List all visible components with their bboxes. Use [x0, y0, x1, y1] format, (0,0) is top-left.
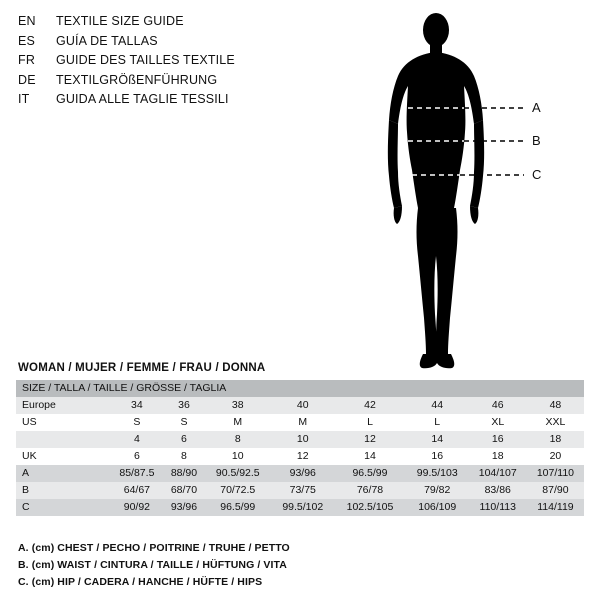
table-header-row	[16, 380, 584, 397]
cell: 44	[431, 399, 444, 411]
cell: 14	[364, 450, 376, 462]
cell: 40	[296, 399, 309, 411]
figure-marker-a: A	[532, 100, 541, 115]
cell: 10	[231, 450, 244, 462]
cell: 6	[133, 450, 140, 462]
figure-marker-b: B	[532, 133, 541, 148]
cell: S	[180, 416, 188, 428]
cell: 12	[296, 450, 309, 462]
cell: 90.5/92.5	[215, 467, 260, 479]
cell: 73/75	[289, 484, 316, 496]
silhouette-body	[388, 13, 484, 368]
cell: 48	[549, 399, 562, 411]
cell: 96.5/99	[352, 467, 388, 479]
cell: 110/113	[479, 501, 516, 513]
language-row-en	[18, 14, 338, 34]
cell: 106/109	[418, 501, 457, 513]
cell: 36	[178, 399, 190, 411]
cell: 10	[296, 433, 309, 445]
language-row-es	[18, 34, 338, 54]
cell: 16	[491, 433, 504, 445]
cell: M	[233, 416, 243, 428]
cell: 70/72.5	[220, 484, 256, 496]
legend-row-b: B. (cm) WAIST / CINTURA / TAILLE / HÜFTUNG / VITA	[18, 559, 287, 571]
cell: 42	[364, 399, 376, 411]
table-row	[16, 499, 584, 516]
cell: 104/107	[478, 467, 517, 479]
cell: 18	[491, 450, 504, 462]
language-code-fr: FR	[18, 53, 36, 67]
cell: 96.5/99	[220, 501, 256, 513]
size-table	[16, 380, 584, 516]
language-code-it: IT	[18, 92, 30, 106]
cell: 93/96	[170, 501, 198, 513]
cell: 38	[231, 399, 244, 411]
cell: 90/92	[123, 501, 151, 513]
cell: 8	[234, 433, 241, 445]
cell: 107/110	[536, 467, 575, 479]
cell: 93/96	[289, 467, 316, 479]
cell: S	[133, 416, 141, 428]
cell: L	[434, 416, 441, 428]
cell: 87/90	[542, 484, 569, 496]
language-title-block	[18, 14, 338, 112]
legend-row-c: C. (cm) HIP / CADERA / HANCHE / HÜFTE / HIPS	[18, 576, 263, 588]
language-code-de: DE	[18, 72, 36, 87]
language-row-fr	[18, 53, 338, 73]
table-header-label: SIZE / TALLA / TAILLE / GRÖSSE / TAGLIA	[22, 382, 227, 394]
cell: 68/70	[170, 484, 198, 496]
measurement-legend	[18, 540, 518, 591]
cell: 18	[549, 433, 562, 445]
language-title-fr: GUIDE DES TAILLES TEXTILE	[56, 53, 235, 67]
cell: 76/78	[356, 484, 384, 496]
row-label-b: B	[22, 484, 30, 496]
language-code-en: EN	[18, 14, 36, 28]
table-row	[16, 414, 584, 431]
table-row	[16, 482, 584, 499]
cell: 8	[181, 450, 187, 462]
cell: M	[298, 416, 308, 428]
cell: 99.5/102	[282, 501, 324, 513]
figure-marker-c: C	[532, 167, 542, 182]
language-row-de	[18, 73, 338, 93]
female-silhouette-figure	[332, 8, 582, 378]
section-title-woman: WOMAN / MUJER / FEMME / FRAU / DONNA	[18, 362, 266, 374]
cell: XXL	[545, 416, 566, 428]
cell: 12	[364, 433, 376, 445]
row-label-a: A	[22, 467, 30, 479]
cell: 64/67	[123, 484, 151, 496]
row-label-us: US	[22, 416, 37, 428]
cell: 16	[431, 450, 444, 462]
row-label-c: C	[22, 501, 30, 513]
language-title-es: GUÍA DE TALLAS	[56, 33, 158, 48]
table-row	[16, 431, 584, 448]
language-title-en: TEXTILE SIZE GUIDE	[56, 14, 184, 28]
legend-row-a: A. (cm) CHEST / PECHO / POITRINE / TRUHE / PETTO	[18, 542, 290, 554]
language-title-it: GUIDA ALLE TAGLIE TESSILI	[56, 92, 229, 106]
cell: 114/119	[537, 501, 574, 513]
cell: 88/90	[170, 467, 198, 479]
row-label-europe: Europe	[22, 399, 56, 411]
cell: 34	[131, 399, 143, 411]
language-row-it	[18, 92, 338, 112]
cell: 6	[181, 433, 187, 445]
cell: 20	[549, 450, 562, 462]
cell: 99.5/103	[416, 467, 458, 479]
cell: 79/82	[424, 484, 451, 496]
cell: 85/87.5	[119, 467, 155, 479]
row-label-uk: UK	[22, 450, 37, 462]
table-row	[16, 448, 584, 465]
cell: L	[367, 416, 373, 428]
cell: XL	[491, 416, 505, 428]
row-label-us-numeric	[16, 431, 110, 448]
language-code-es: ES	[18, 33, 36, 48]
cell: 83/86	[484, 484, 511, 496]
table-row	[16, 465, 584, 482]
cell: 4	[133, 433, 140, 445]
cell: 102.5/105	[346, 501, 394, 513]
language-title-de: TEXTILGRÖßENFÜHRUNG	[56, 72, 218, 87]
table-row	[16, 397, 584, 414]
cell: 46	[491, 399, 504, 411]
cell: 14	[431, 433, 444, 445]
